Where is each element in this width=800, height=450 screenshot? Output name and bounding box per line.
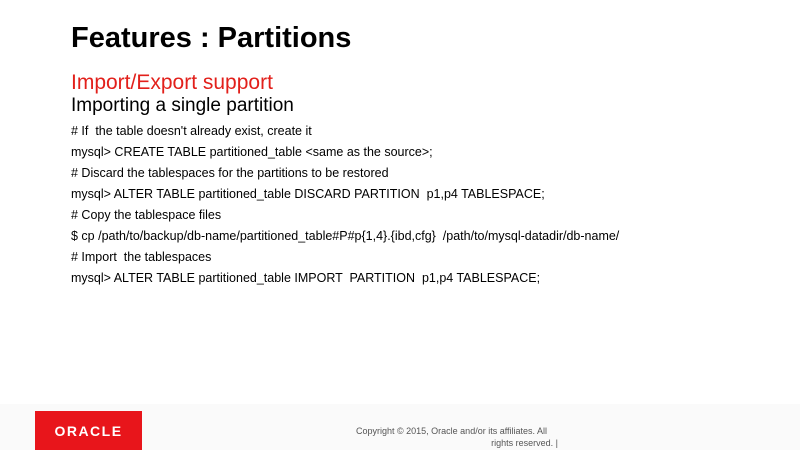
command-line: mysql> CREATE TABLE partitioned_table <same as the source>; <box>71 145 433 159</box>
command-line: $ cp /path/to/backup/db-name/partitioned_table#P#p{1,4}.{ibd,cfg} /path/to/mysql-datadir/db-name/ <box>71 229 620 243</box>
comment-line: # If the table doesn't already exist, create it <box>71 124 312 138</box>
copyright-notice <box>356 425 564 449</box>
slide-subtitle: Import/Export support <box>71 71 273 94</box>
command-line: mysql> ALTER TABLE partitioned_table DISCARD PARTITION p1,p4 TABLESPACE; <box>71 187 545 201</box>
comment-line: # Import the tablespaces <box>71 250 212 264</box>
slide-title: Features : Partitions <box>71 22 352 54</box>
comment-line: # Discard the tablespaces for the partitions to be restored <box>71 166 389 180</box>
copyright-line: Copyright © 2015, Oracle and/or its affiliates. All <box>356 426 548 436</box>
command-line: mysql> ALTER TABLE partitioned_table IMPORT PARTITION p1,p4 TABLESPACE; <box>71 271 541 285</box>
comment-line: # Copy the tablespace files <box>71 208 222 222</box>
oracle-logo-text: ORACLE <box>54 422 123 439</box>
oracle-logo <box>35 411 142 450</box>
copyright-line: rights reserved. | <box>491 438 558 448</box>
code-lines <box>71 121 619 289</box>
section-heading: Importing a single partition <box>71 95 294 116</box>
